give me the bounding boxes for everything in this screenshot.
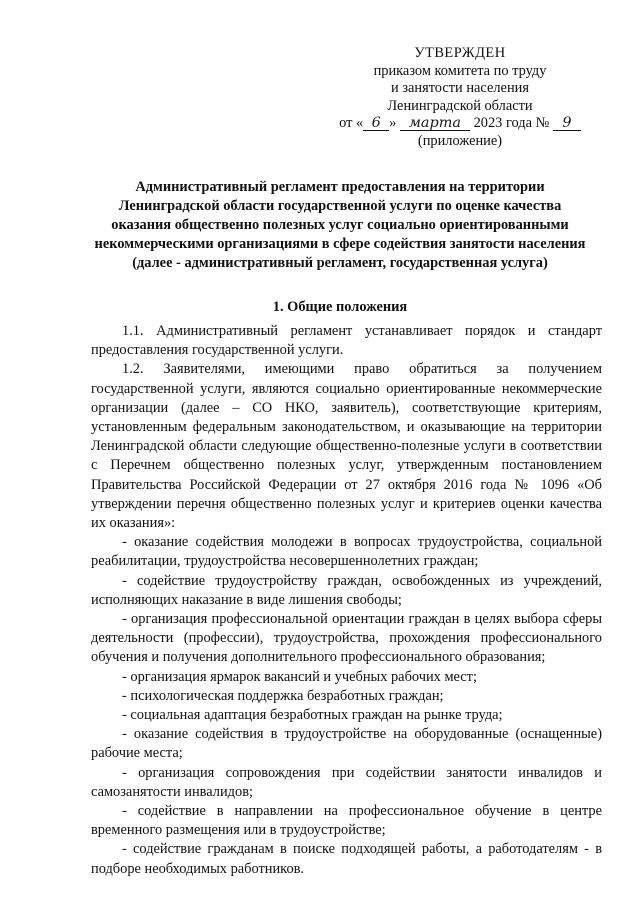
paragraph: 1.1. Административный регламент устанавливает порядок и стандарт предоставления государственной услуги.: [91, 323, 602, 359]
date-mid: »: [389, 115, 397, 131]
list-item: - организация ярмарок вакансий и учебных рабочих мест;: [122, 668, 477, 685]
order-number-blank: [553, 116, 581, 131]
order-number-handwritten: 9: [562, 115, 572, 131]
list-item: - оказание содействия в трудоустройстве на оборудованные (оснащенные) рабочие места;: [91, 726, 602, 762]
approval-stamp: [330, 45, 590, 150]
list-item: - организация сопровождения при содействии занятости инвалидов и самозанятости инвалидов;: [91, 764, 602, 800]
date-prefix: от «: [339, 115, 364, 131]
date-month-handwritten: марта: [408, 115, 461, 131]
date-year-text: 2023 года №: [473, 115, 550, 131]
paragraph: 1.2. Заявителями, имеющими право обратиться за получением государственной услуги, являются социально ориентированные некоммерческие организации (далее – СО НКО, заявитель), соответствующие критериям, установленным федеральным законодательством, и оказывающие на территории Ленинградской области следующие общественно-полезные услуги в соответствии с Перечнем общественно полезных услуг, утвержденным постановлением Правительства Российской Федерации от 27 октября 2016 года № 1096 «Об утверждении перечня общественно полезных услуг и критериев оценки качества их оказания»:: [91, 361, 602, 532]
date-day-handwritten: 6: [371, 115, 381, 131]
list-item: - организация профессиональной ориентации граждан в целях выбора сферы деятельности (профессии), трудоустройства, прохождения профессионального обучения и получения дополнительного профессионального образования;: [91, 611, 602, 666]
document-body: [91, 322, 602, 879]
document-title: Административный регламент предоставления на территории Ленинградской области государственной услуги по оценке качества оказания общественно полезных услуг социально ориентированными некоммерческими организациями в сфере содействия занятости населения (далее - административный регламент, государственная услуга): [94, 179, 586, 271]
approval-heading: УТВЕРЖДЕН: [414, 45, 506, 61]
approval-line-2: и занятости населения: [391, 80, 529, 96]
date-day-blank: [363, 116, 389, 131]
section-heading: 1. Общие положения: [272, 299, 408, 315]
list-item: - содействие трудоустройству граждан, освобожденных из учреждений, исполняющих наказание в виде лишения свободы;: [91, 572, 602, 608]
list-item: - оказание содействия молодежи в вопросах трудоустройства, социальной реабилитации, трудоустройства несовершеннолетних граждан;: [91, 534, 602, 570]
list-item: - содействие гражданам в поиске подходящей работы, а работодателям - в подборе необходимых работников.: [91, 841, 602, 877]
list-item: - психологическая поддержка безработных граждан;: [122, 687, 444, 704]
list-item: - социальная адаптация безработных граждан на рынке труда;: [122, 707, 503, 724]
list-item: - содействие в направлении на профессиональное обучение в центре временного размещения или в трудоустройстве;: [91, 803, 602, 839]
date-month-blank: [400, 116, 470, 131]
approval-line-1: приказом комитета по труду: [373, 62, 547, 79]
approval-annex: (приложение): [417, 132, 503, 149]
approval-date-line: [330, 115, 590, 133]
approval-line-3: Ленинградской области: [387, 97, 533, 114]
